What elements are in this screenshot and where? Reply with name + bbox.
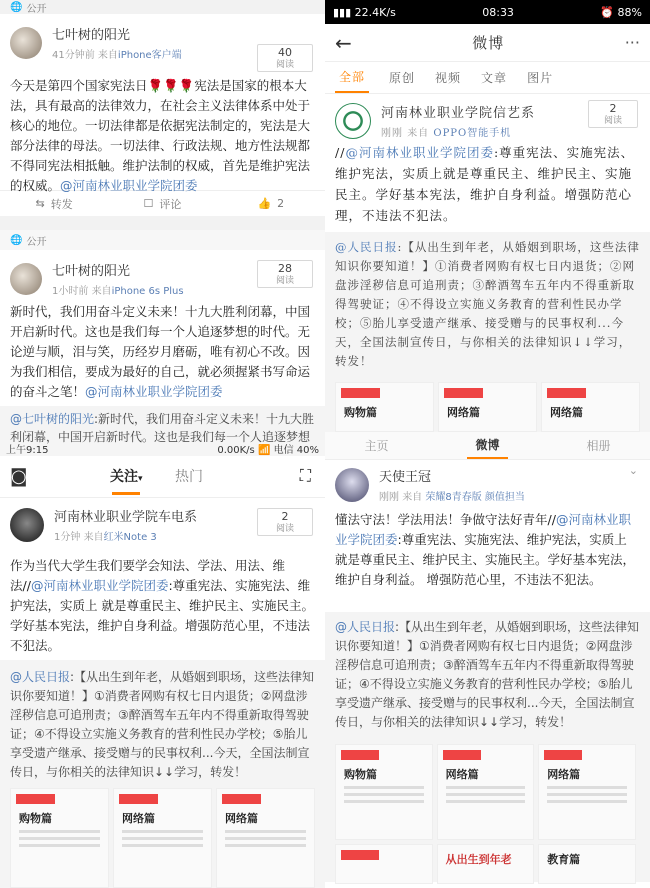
chevron-down-icon: ▾: [138, 474, 143, 484]
battery-label: 40%: [296, 444, 319, 456]
camera-icon[interactable]: ◙: [10, 466, 28, 487]
read-count-badge: 2 阅读: [588, 100, 638, 128]
repost-quote[interactable]: @人民日报:【从出生到年老，从婚姻到职场，这些法律知识你要知道！】①消费者网购有权七日内退货；②网盘涉淫秽信息可追刑责；③醉酒驾车五年内不得重新取得驾驶证；④不得设立实施义务教育的营利性民办学校；⑤胎儿享受遗产继承、接受赠与的民事权利...今天，全国法制宣传日，与你相关的法律知识↓↓学习，转发！: [325, 612, 650, 742]
image-thumbnail[interactable]: 购物篇: [10, 788, 109, 888]
carrier-label: 电信: [273, 444, 294, 456]
image-thumbnail[interactable]: 网络篇: [438, 382, 537, 432]
speed-label: 0.00K/s: [217, 444, 255, 456]
status-bar: [325, 0, 650, 24]
like-button[interactable]: 👍 2: [257, 197, 285, 210]
device-label: iPhone客户端: [117, 50, 182, 61]
thumbs-up-icon: 👍: [257, 197, 272, 210]
public-bar-top: [0, 0, 325, 14]
post-meta: 1小时前 来自iPhone 6s Plus: [52, 286, 184, 297]
mention-link[interactable]: @河南林业职业学院团委: [30, 578, 169, 593]
post1-header: [325, 94, 650, 142]
author-name[interactable]: 河南林业职业学院车电系: [54, 510, 198, 525]
mention-link[interactable]: @河南林业职业学院团委: [335, 512, 631, 547]
device-label: OPPO智能手机: [433, 128, 512, 139]
college-logo-avatar[interactable]: [335, 103, 371, 139]
tab-images[interactable]: 图片: [527, 71, 554, 85]
profile-tabs: [325, 432, 650, 460]
repost-quote[interactable]: @人民日报:【从出生到年老，从婚姻到职场，这些法律知识你要知道！】①消费者网购有权七日内退货；②网盘涉淫秽信息可追刑责；③醉酒驾车五年内不得重新取得驾驶证；④不得设立实施义务教育的营利性民办学校；⑤胎儿享受遗产继承、接受赠与的民事权利...今天，全国法制宣传日，与你相关的法律知识↓↓学习，转发！: [325, 232, 650, 382]
tab-original[interactable]: 原创: [389, 71, 416, 85]
repost-author[interactable]: @人民日报: [10, 670, 71, 684]
globe-icon: 🌐: [10, 1, 23, 13]
tab-home[interactable]: 主页: [364, 439, 389, 453]
battery-label: 88%: [617, 5, 642, 19]
avatar[interactable]: [10, 508, 44, 542]
public-label: 公开: [26, 236, 47, 248]
rose-icons: 🌹🌹🌹: [147, 78, 195, 93]
post1-header: [0, 14, 325, 70]
post-meta: 41分钟前 来自iPhone客户端: [52, 50, 182, 61]
globe-icon: 🌐: [10, 234, 23, 246]
tab-article[interactable]: 文章: [481, 71, 508, 85]
status-time: 08:33: [482, 5, 514, 19]
post1-text: 今天是第四个国家宪法日🌹🌹🌹宪法是国家的根本大法，具有最高的法律效力，在社会主义法律体系中处于核心的地位。一切法律都是依据宪法制定的，宪法是大部分法律的母法。一切法律、行政法规、地方性法规都不得同宪法相抵触。维护法制的权威，首先是维护宪法的权威。@河南林业职业学院团委: [10, 78, 311, 193]
device-label: iPhone 6s Plus: [111, 286, 184, 297]
read-count-badge: 40 阅读: [257, 44, 313, 72]
post2-header: [325, 460, 650, 504]
filter-tabs: [325, 62, 650, 94]
mention-link[interactable]: @河南林业职业学院团委: [60, 178, 198, 193]
left-screenshot: [0, 0, 325, 866]
tab-weibo[interactable]: 微博: [467, 432, 507, 459]
avatar[interactable]: [335, 468, 369, 502]
repost-quote[interactable]: @人民日报:【从出生到年老，从婚姻到职场，这些法律知识你要知道！】①消费者网购有权七日内退货；②网盘涉淫秽信息可追刑责；③醉酒驾车五年内不得重新取得驾驶证；④不得设立实施义务教育的营利性民办学校；⑤胎儿享受遗产继承、接受赠与的民事权利...今天，全国法制宣传日，与你相关的法律知识↓↓学习，转发！: [0, 660, 325, 788]
wifi-icon: 📶: [257, 444, 271, 456]
status-time: 上午9:15: [6, 444, 49, 456]
post2-text: 懂法守法！学法用法！争做守法好青年//@河南林业职业学院团委:尊重宪法、实施宪法、维护宪法，实质上 就是尊重民主、维护民主、实施民主。学好基本宪法，维护自身利益。 增强防范心里，不违法不犯法。: [335, 512, 636, 587]
repost-icon: ⇆: [35, 197, 45, 210]
divider: [0, 216, 325, 230]
image-thumbnail[interactable]: 网络篇: [216, 788, 315, 888]
post1-text: //@河南林业职业学院团委:尊重宪法、实施宪法、维护宪法，实质上就是尊重民主、维护民主、实施民主。学好基本宪法，维护自身利益。增强防范心理，不违法不犯法。: [335, 145, 635, 223]
author-name[interactable]: 天使王冠: [379, 470, 432, 485]
comment-icon: ☐: [143, 197, 154, 210]
post-meta: 刚刚 来自 OPPO智能手机: [381, 128, 512, 139]
mention-link[interactable]: @河南林业职业学院团委: [85, 384, 223, 399]
image-grid: [0, 788, 325, 888]
avatar[interactable]: [10, 27, 42, 59]
image-thumbnail[interactable]: 网络篇: [437, 744, 535, 840]
author-name[interactable]: 七叶树的阳光: [52, 28, 131, 43]
active-tab-indicator: [112, 492, 140, 495]
image-thumbnail[interactable]: 从出生到年老: [437, 844, 535, 884]
header-title: 微博: [472, 34, 505, 52]
post2-text: 新时代，我们用奋斗定义未来！十九大胜利闭幕，中国开启新时代。这也是我们每一个人追逐梦想的时代。无论逆与顺，泪与笑，历经岁月磨砺，唯有初心不改。因为我们相信，要成为最好的自己，就必须握紧书写命运的奋斗之笔！@河南林业职业学院团委: [10, 304, 311, 399]
back-arrow-icon[interactable]: ←: [335, 30, 352, 55]
image-grid: [325, 742, 650, 882]
repost-author[interactable]: @人民日报: [335, 620, 396, 634]
more-icon[interactable]: ···: [624, 33, 640, 52]
tab-all[interactable]: 全部: [335, 62, 369, 93]
image-grid: [325, 382, 650, 432]
read-count-badge: 28 阅读: [257, 260, 313, 288]
speed-label: 22.4K/s: [354, 5, 396, 19]
header: [325, 24, 650, 62]
author-name[interactable]: 七叶树的阳光: [52, 264, 131, 279]
image-thumbnail[interactable]: 网络篇: [113, 788, 212, 888]
image-thumbnail[interactable]: 购物篇: [335, 382, 434, 432]
avatar[interactable]: [10, 263, 42, 295]
image-thumbnail[interactable]: 网络篇: [541, 382, 640, 432]
comment-button[interactable]: ☐ 评论: [143, 197, 182, 211]
mention-link[interactable]: @河南林业职业学院团委: [345, 145, 494, 160]
post3-text: 作为当代大学生我们要学会知法、学法、用法、维法//@河南林业职业学院团委:尊重宪法、实施宪法、维护宪法，实质上 就是尊重民主、维护民主、实施民主。学好基本宪法，维护自身利益。增强防范心里，不违法不犯法。: [10, 558, 314, 653]
image-thumbnail[interactable]: 网络篇: [538, 744, 636, 840]
read-count-badge: 2 阅读: [257, 508, 313, 536]
top-nav: [0, 456, 325, 498]
repost-author[interactable]: @七叶树的阳光: [10, 412, 95, 426]
tab-hot[interactable]: 热门: [175, 469, 203, 485]
device-label: 荣耀8青春版 颜值担当: [425, 492, 525, 503]
repost-author[interactable]: @人民日报: [335, 240, 398, 254]
post3-header: [0, 498, 325, 546]
public-bar: [0, 230, 325, 250]
public-label: 公开: [26, 3, 47, 15]
right-screenshot: [325, 0, 650, 866]
signal-icon: ▮▮▮: [333, 5, 352, 19]
post2-header: [0, 250, 325, 302]
repost-button[interactable]: ⇆ 转发: [35, 197, 73, 211]
tab-follow[interactable]: 关注▾: [110, 466, 143, 495]
post-meta: 1分钟 来自红米Note 3: [54, 532, 157, 543]
device-label: 红米Note 3: [103, 532, 157, 543]
chevron-down-icon[interactable]: ⌄: [628, 464, 638, 477]
tab-album[interactable]: 相册: [586, 439, 611, 453]
image-thumbnail[interactable]: 购物篇: [335, 744, 433, 840]
tab-video[interactable]: 视频: [435, 71, 462, 85]
image-thumbnail[interactable]: [335, 844, 433, 884]
repost-quote[interactable]: @七叶树的阳光:新时代，我们用奋斗定义未来！十九大胜利闭幕，中国开启新时代。这也是我们每一个人追逐梦想: [0, 406, 325, 440]
alarm-icon: ⏰: [600, 5, 615, 19]
scan-icon[interactable]: ⛶: [299, 466, 311, 485]
image-thumbnail[interactable]: 教育篇: [538, 844, 636, 884]
post-meta: 刚刚 来自 荣耀8青春版 颜值担当: [379, 492, 525, 503]
author-name[interactable]: 河南林业职业学院信艺系: [381, 106, 536, 121]
